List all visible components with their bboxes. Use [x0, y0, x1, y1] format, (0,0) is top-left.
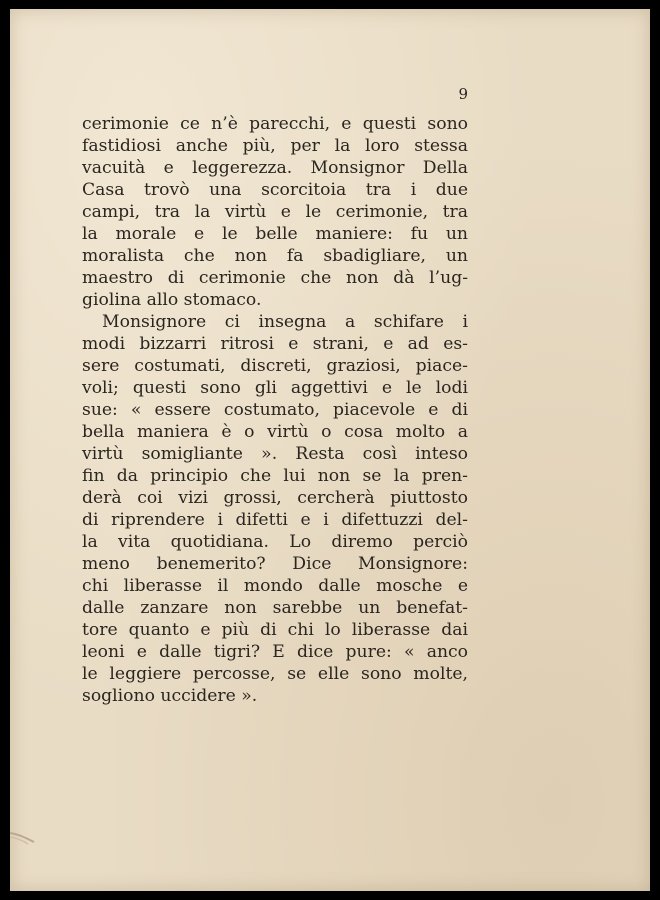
text-line: campi, tra la virtù e le cerimonie, tra [82, 202, 468, 222]
text-line: voli; questi sono gli aggettivi e le lodi [82, 378, 468, 398]
text-line: maestro di cerimonie che non dà l’ug- [82, 268, 468, 288]
paragraph-2 [82, 311, 468, 707]
text-line: virtù somigliante ». Resta così inteso [82, 444, 468, 464]
paragraph-1 [82, 113, 468, 311]
text-line: giolina allo stomaco. [82, 290, 262, 310]
text-line: la morale e le belle maniere: fu un [82, 224, 468, 244]
text-line: sere costumati, discreti, graziosi, piace- [82, 356, 468, 376]
text-line: modi bizzarri ritrosi e strani, e ad es- [82, 334, 468, 354]
text-line: derà coi vizi grossi, cercherà piuttosto [82, 488, 468, 508]
text-line: moralista che non fa sbadigliare, un [82, 246, 468, 266]
text-line: leoni e dalle tigri? E dice pure: « anco [82, 642, 468, 662]
text-line: vacuità e leggerezza. Monsignor Della [82, 158, 468, 178]
text-line: sue: « essere costumato, piacevole e di [82, 400, 468, 420]
text-line: dalle zanzare non sarebbe un benefat- [82, 598, 468, 618]
text-line: sogliono uccidere ». [82, 686, 258, 706]
page-number: 9 [458, 85, 468, 103]
text-line: meno benemerito? Dice Monsignore: [82, 554, 468, 574]
page-crease-mark [10, 829, 36, 845]
text-line: fastidiosi anche più, per la loro stessa [82, 136, 468, 156]
text-line: fin da principio che lui non se la pren- [82, 466, 468, 486]
text-line: di riprendere i difetti e i difettuzzi del- [82, 510, 468, 530]
body-text [82, 113, 468, 707]
text-line: cerimonie ce n’è parecchi, e questi sono [82, 114, 468, 134]
book-page [10, 9, 650, 891]
text-line: Casa trovò una scorcitoia tra i due [82, 180, 468, 200]
text-line: bella maniera è o virtù o cosa molto a [82, 422, 468, 442]
text-line: tore quanto e più di chi lo liberasse dai [82, 620, 468, 640]
text-line: Monsignore ci insegna a schifare i [102, 312, 468, 332]
text-line: la vita quotidiana. Lo diremo perciò [82, 532, 468, 552]
text-line: chi liberasse il mondo dalle mosche e [82, 576, 468, 596]
text-line: le leggiere percosse, se elle sono molte, [82, 664, 468, 684]
